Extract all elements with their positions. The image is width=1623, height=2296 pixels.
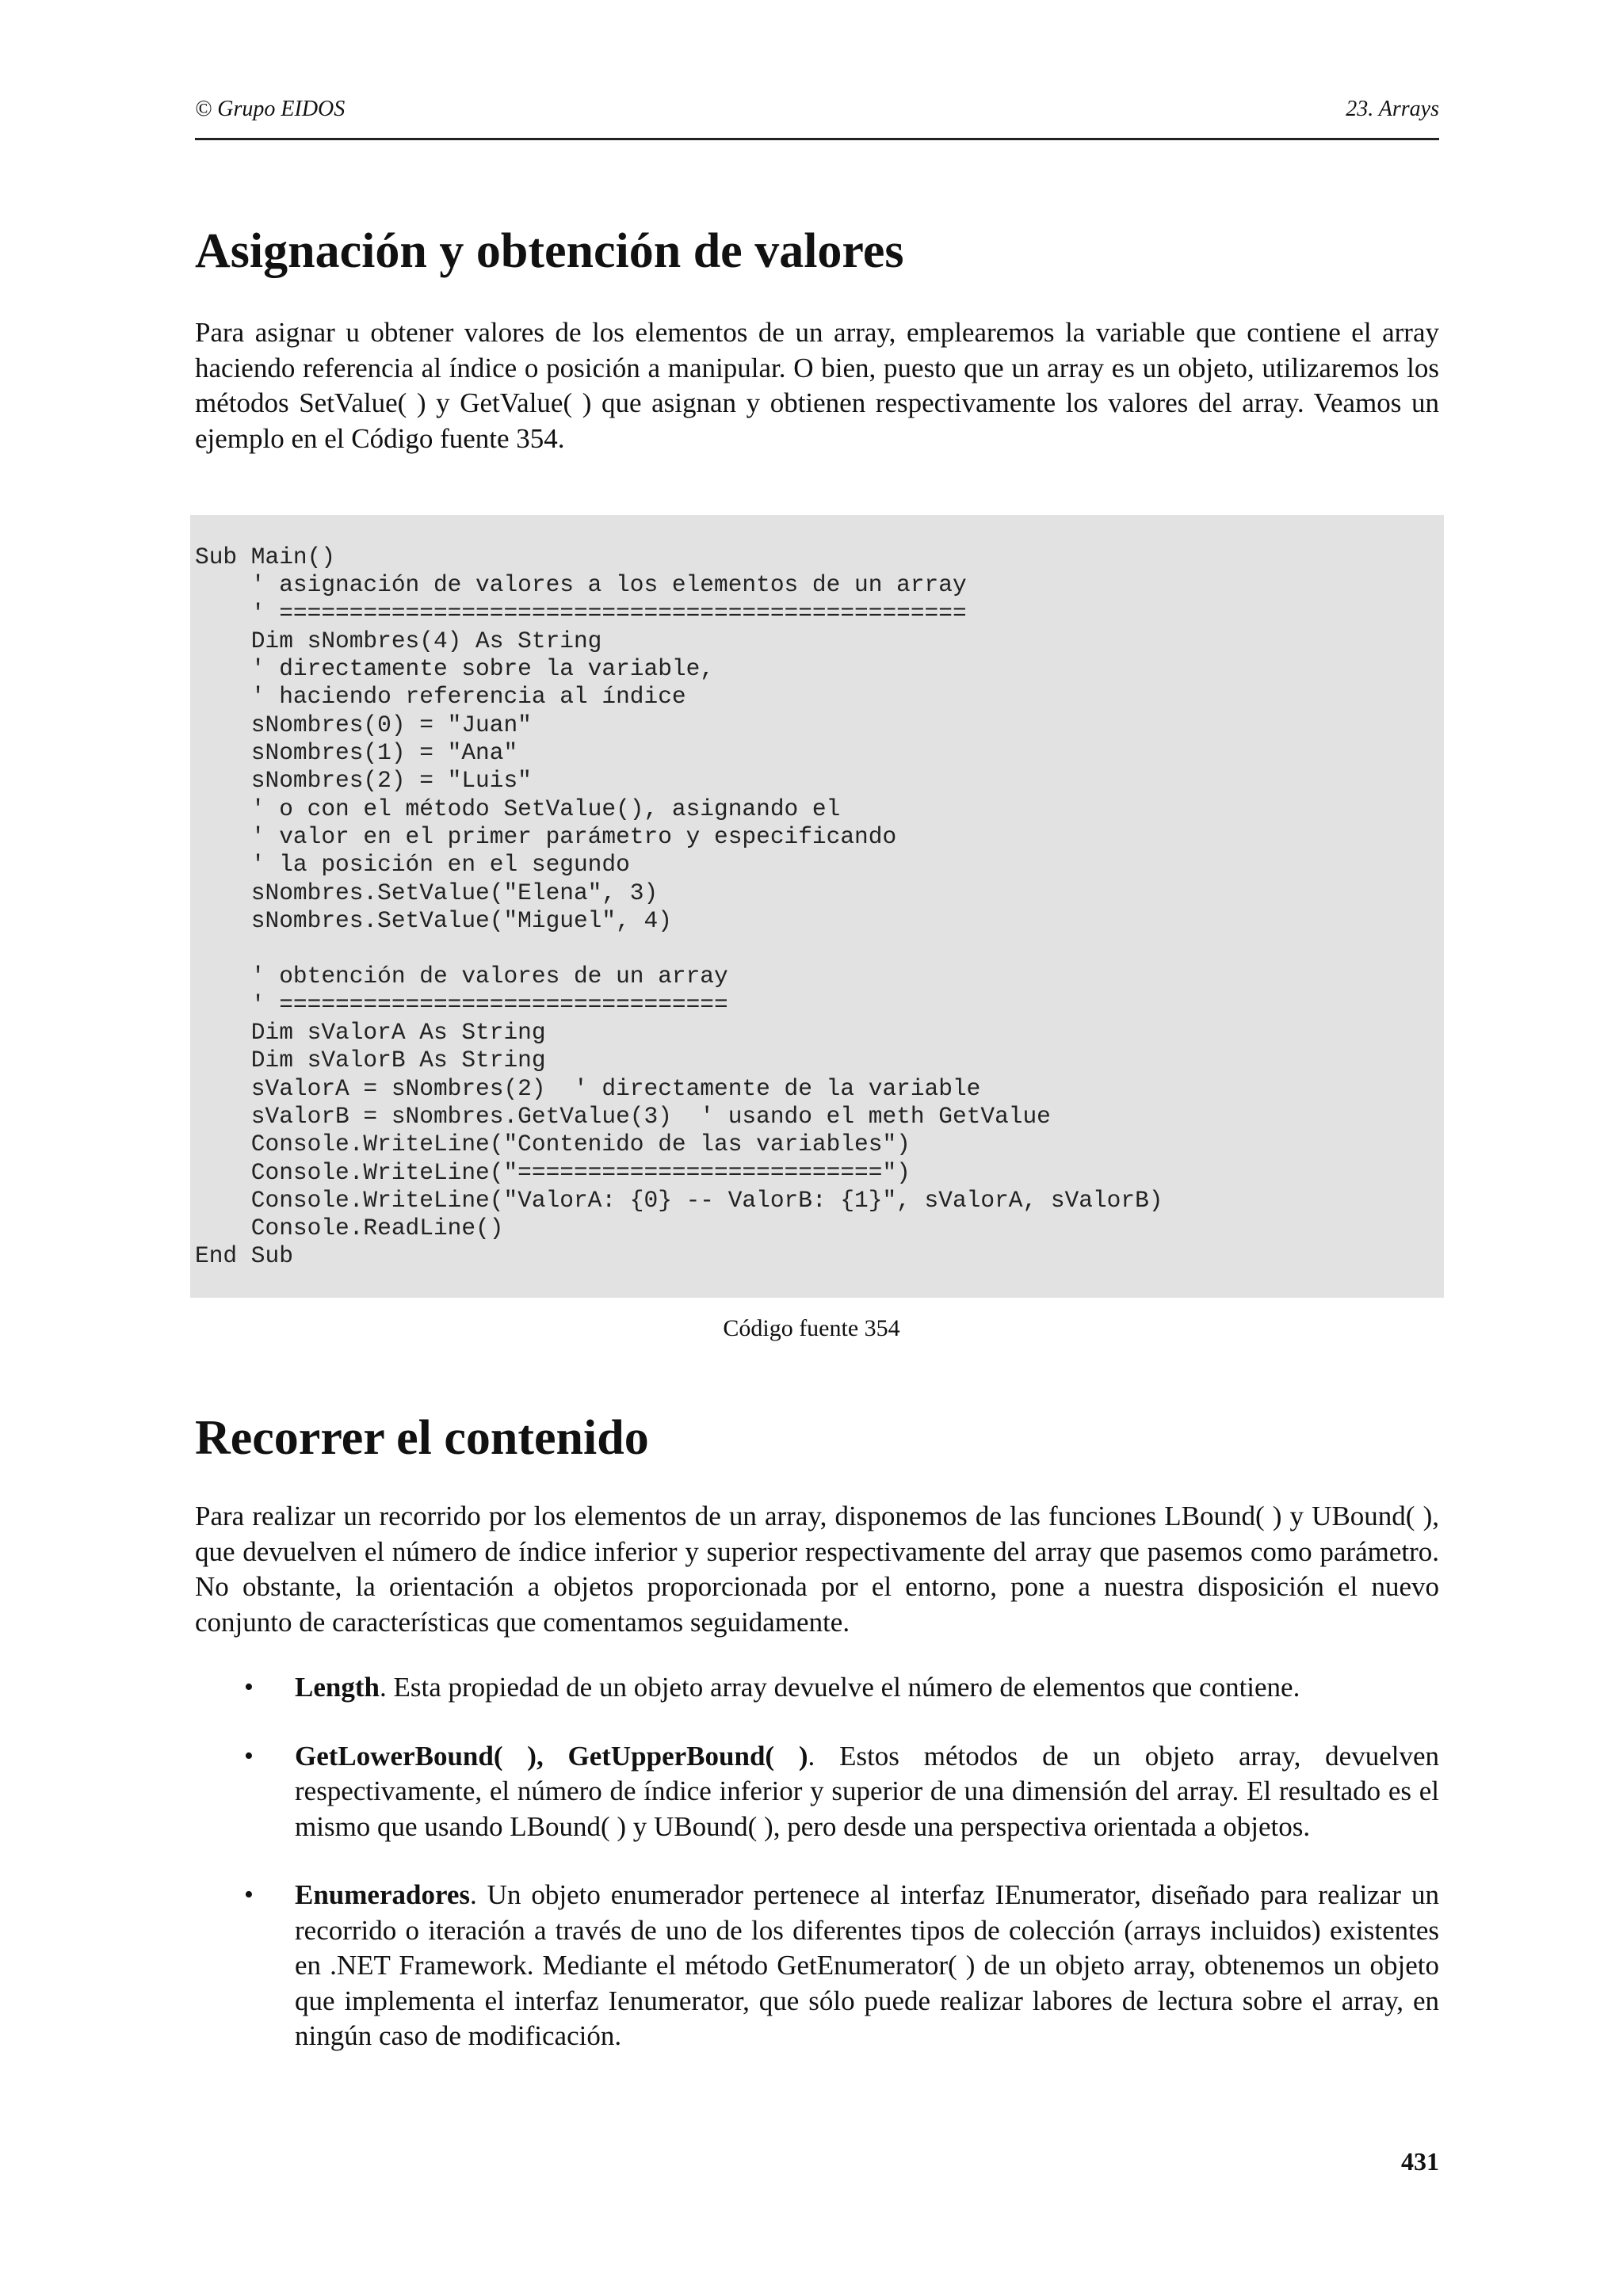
code-line: Dim sNombres(4) As String [195,627,602,654]
section-paragraph-asignacion: Para asignar u obtener valores de los elementos de un array, emplearemos la variable que contiene el array haciendo referencia al índice o posición a manipular. O bien, puesto que un array es un objeto, utilizaremos los métodos SetValue( ) y GetValue( ) que asignan y obtienen respectivamente los valores del array. Veamos un ejemplo en el Código fuente 354. [195,317,1439,454]
code-line: Dim sValorA As String [195,1019,546,1047]
list-item-text: . Un objeto enumerador pertenece al interfaz IEnumerator, diseñado para realizar un recorrido o iteración a través de uno de los diferentes tipos de colección (arrays incluidos) existentes en .NET Framework. Mediante el método GetEnumerator( ) de un objeto array, obtenemos un objeto que implementa el interfaz Ienumerator, que sólo puede realizar labores de lectura sobre el array, en ningún caso de modificación. [295,1879,1439,2051]
code-line: Console.WriteLine("==========================") [195,1158,911,1186]
list-item [195,1739,1439,1845]
page-number: 431 [1401,2147,1439,2176]
code-text [195,543,1444,1271]
code-line: sValorB = sNombres.GetValue(3) ' usando el meth GetValue [195,1102,1051,1130]
bullet-icon: • [244,1880,254,1909]
code-line: sNombres(1) = "Ana" [195,739,518,767]
code-line: ' obtención de valores de un array [195,963,728,990]
bullet-icon: • [244,1672,254,1702]
code-line: ' valor en el primer parámetro y especificando [195,822,897,850]
code-line: sNombres.SetValue("Miguel", 4) [195,906,672,934]
code-line: sValorA = sNombres(2) ' directamente de la variable [195,1074,981,1102]
header-publisher: © Grupo EIDOS [195,97,346,121]
code-line: End Sub [195,1242,293,1270]
code-line: Console.ReadLine() [195,1215,504,1242]
code-line: Dim sValorB As String [195,1047,546,1074]
code-line: ' directamente sobre la variable, [195,655,715,683]
list-item [195,1670,1439,1706]
header-chapter: 23. Arrays [1346,97,1439,121]
code-line: Console.WriteLine("Contenido de las variables") [195,1131,911,1158]
section-title-asignacion: Asignación y obtención de valores [195,224,904,278]
code-line: Console.WriteLine("ValorA: {0} -- ValorB: {1}", sValorA, sValorB) [195,1186,1163,1214]
code-line: sNombres(0) = "Juan" [195,711,532,738]
section-title-recorrer: Recorrer el contenido [195,1411,649,1465]
section-paragraph-recorrer: Para realizar un recorrido por los elementos de un array, disponemos de las funciones LBound( ) y UBound( ), que devuelven el número de índice inferior y superior respectivamente del array que pasemos como parámetro. No obstante, la orientación a objetos proporcionada por el entorno, pone a nuestra disposición el nuevo conjunto de características que comentamos seguidamente. [195,1501,1439,1638]
code-line: Sub Main() [195,543,336,570]
code-line: ' la posición en el segundo [195,851,630,879]
page-header [195,97,1439,140]
list-item-term: GetLowerBound( ), GetUpperBound( ) [295,1740,808,1772]
code-line: ' ================================ [195,990,728,1018]
feature-list [195,1670,1439,2088]
bullet-icon: • [244,1741,254,1771]
list-item-term: Length [295,1672,380,1703]
code-line: ' o con el método SetValue(), asignando el [195,795,841,822]
code-caption: Código fuente 354 [723,1315,900,1341]
list-item-term: Enumeradores [295,1879,471,1910]
code-line: ' haciendo referencia al índice [195,683,686,711]
code-listing [190,515,1444,1298]
list-item [195,1878,1439,2054]
code-line: sNombres.SetValue("Elena", 3) [195,879,659,906]
list-item-text: . Estos métodos de un objeto array, devuelven respectivamente, el número de índice inferior y superior de una dimensión del array. El resultado es el mismo que usando LBound( ) y UBound( ), pero desde una perspectiva orientada a objetos. [295,1740,1439,1842]
code-line: sNombres(2) = "Luis" [195,767,532,795]
code-line: ' asignación de valores a los elementos de un array [195,571,967,599]
list-item-text: . Esta propiedad de un objeto array devuelve el número de elementos que contiene. [379,1672,1300,1703]
code-line: ' ================================================= [195,599,967,627]
